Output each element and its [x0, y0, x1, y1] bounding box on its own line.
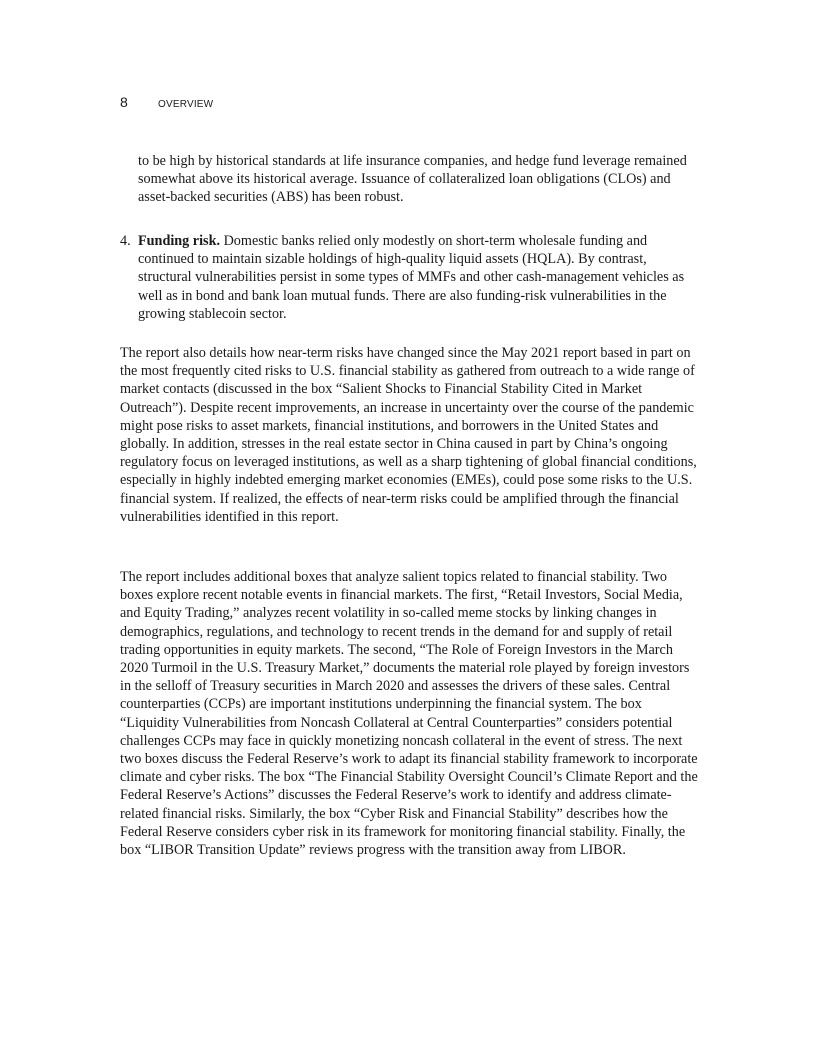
list-item-number: 4.	[120, 233, 131, 249]
list-item-text: Domestic banks relied only modestly on short-term wholesale funding and continued to maintain sizable holdings of high-quality liquid assets (HQLA). By contrast, structural vulnerabilities persist in some types of MMFs and other cash-management vehicles as well as in bond and bank loan mutual funds. There are also funding-risk vulnerabilities in the growing stablecoin sector.	[138, 233, 685, 322]
section-title: OVERVIEW	[158, 99, 214, 110]
list-item-heading: Funding risk.	[138, 233, 221, 249]
page-number: 8	[120, 94, 128, 110]
paragraph-near-term-risks: The report also details how near-term risks have changed since the May 2021 report based in part on the most frequently cited risks to U.S. financial stability as gathered from outreach to a wide range of market contacts (discussed in the box “Salient Shocks to Financial Stability Cited in Market Outreach”). Despite recent improvements, an increase in uncertainty over the course of the pandemic might pose risks to asset markets, financial institutions, and borrowers in the United States and globally. In addition, stresses in the real estate sector in China caused in part by China’s ongoing regulatory focus on leveraged institutions, as well as a sharp tightening of global financial conditions, especially in highly indebted emerging market economies (EMEs), could pose some risks to the U.S. financial system. If realized, the effects of near-term risks could be amplified through the financial vulnerabilities identified in this report.	[120, 345, 697, 525]
list-item-body	[138, 232, 698, 323]
paragraph-additional-boxes: The report includes additional boxes that analyze salient topics related to financial stability. Two boxes explore recent notable events in financial markets. The first, “Retail Investors, Social Media, and Equity Trading,” analyzes recent volatility in so-called meme stocks by linking changes in demographics, regulations, and technology to recent trends in the demand for and supply of retail trading opportunities in equity markets. The second, “The Role of Foreign Investors in the March 2020 Turmoil in the U.S. Treasury Market,” documents the material role played by foreign investors in the selloff of Treasury securities in March 2020 and assesses the drivers of these sales. Central counterparties (CCPs) are important institutions underpinning the financial system. The box “Liquidity Vulnerabilities from Noncash Collateral at Central Counterparties” considers potential challenges CCPs may face in quickly monetizing noncash collateral in the event of stress. The next two boxes discuss the Federal Reserve’s work to adapt its financial stability framework to incorporate climate and cyber risks. The box “The Financial Stability Oversight Council’s Climate Report and the Federal Reserve’s Actions” discusses the Federal Reserve’s work to identify and address climate-related financial risks. Similarly, the box “Cyber Risk and Financial Stability” describes how the Federal Reserve considers cyber risk in its framework for monitoring financial stability. Finally, the box “LIBOR Transition Update” reviews progress with the transition away from LIBOR.	[120, 569, 698, 859]
list-item-funding-risk	[120, 232, 698, 323]
running-head	[120, 94, 213, 112]
continued-list-item-text: to be high by historical standards at life insurance companies, and hedge fund leverage remained somewhat above its historical average. Issuance of collateralized loan obligations (CLOs) and asset-backed securities (ABS) has been robust.	[138, 153, 687, 206]
